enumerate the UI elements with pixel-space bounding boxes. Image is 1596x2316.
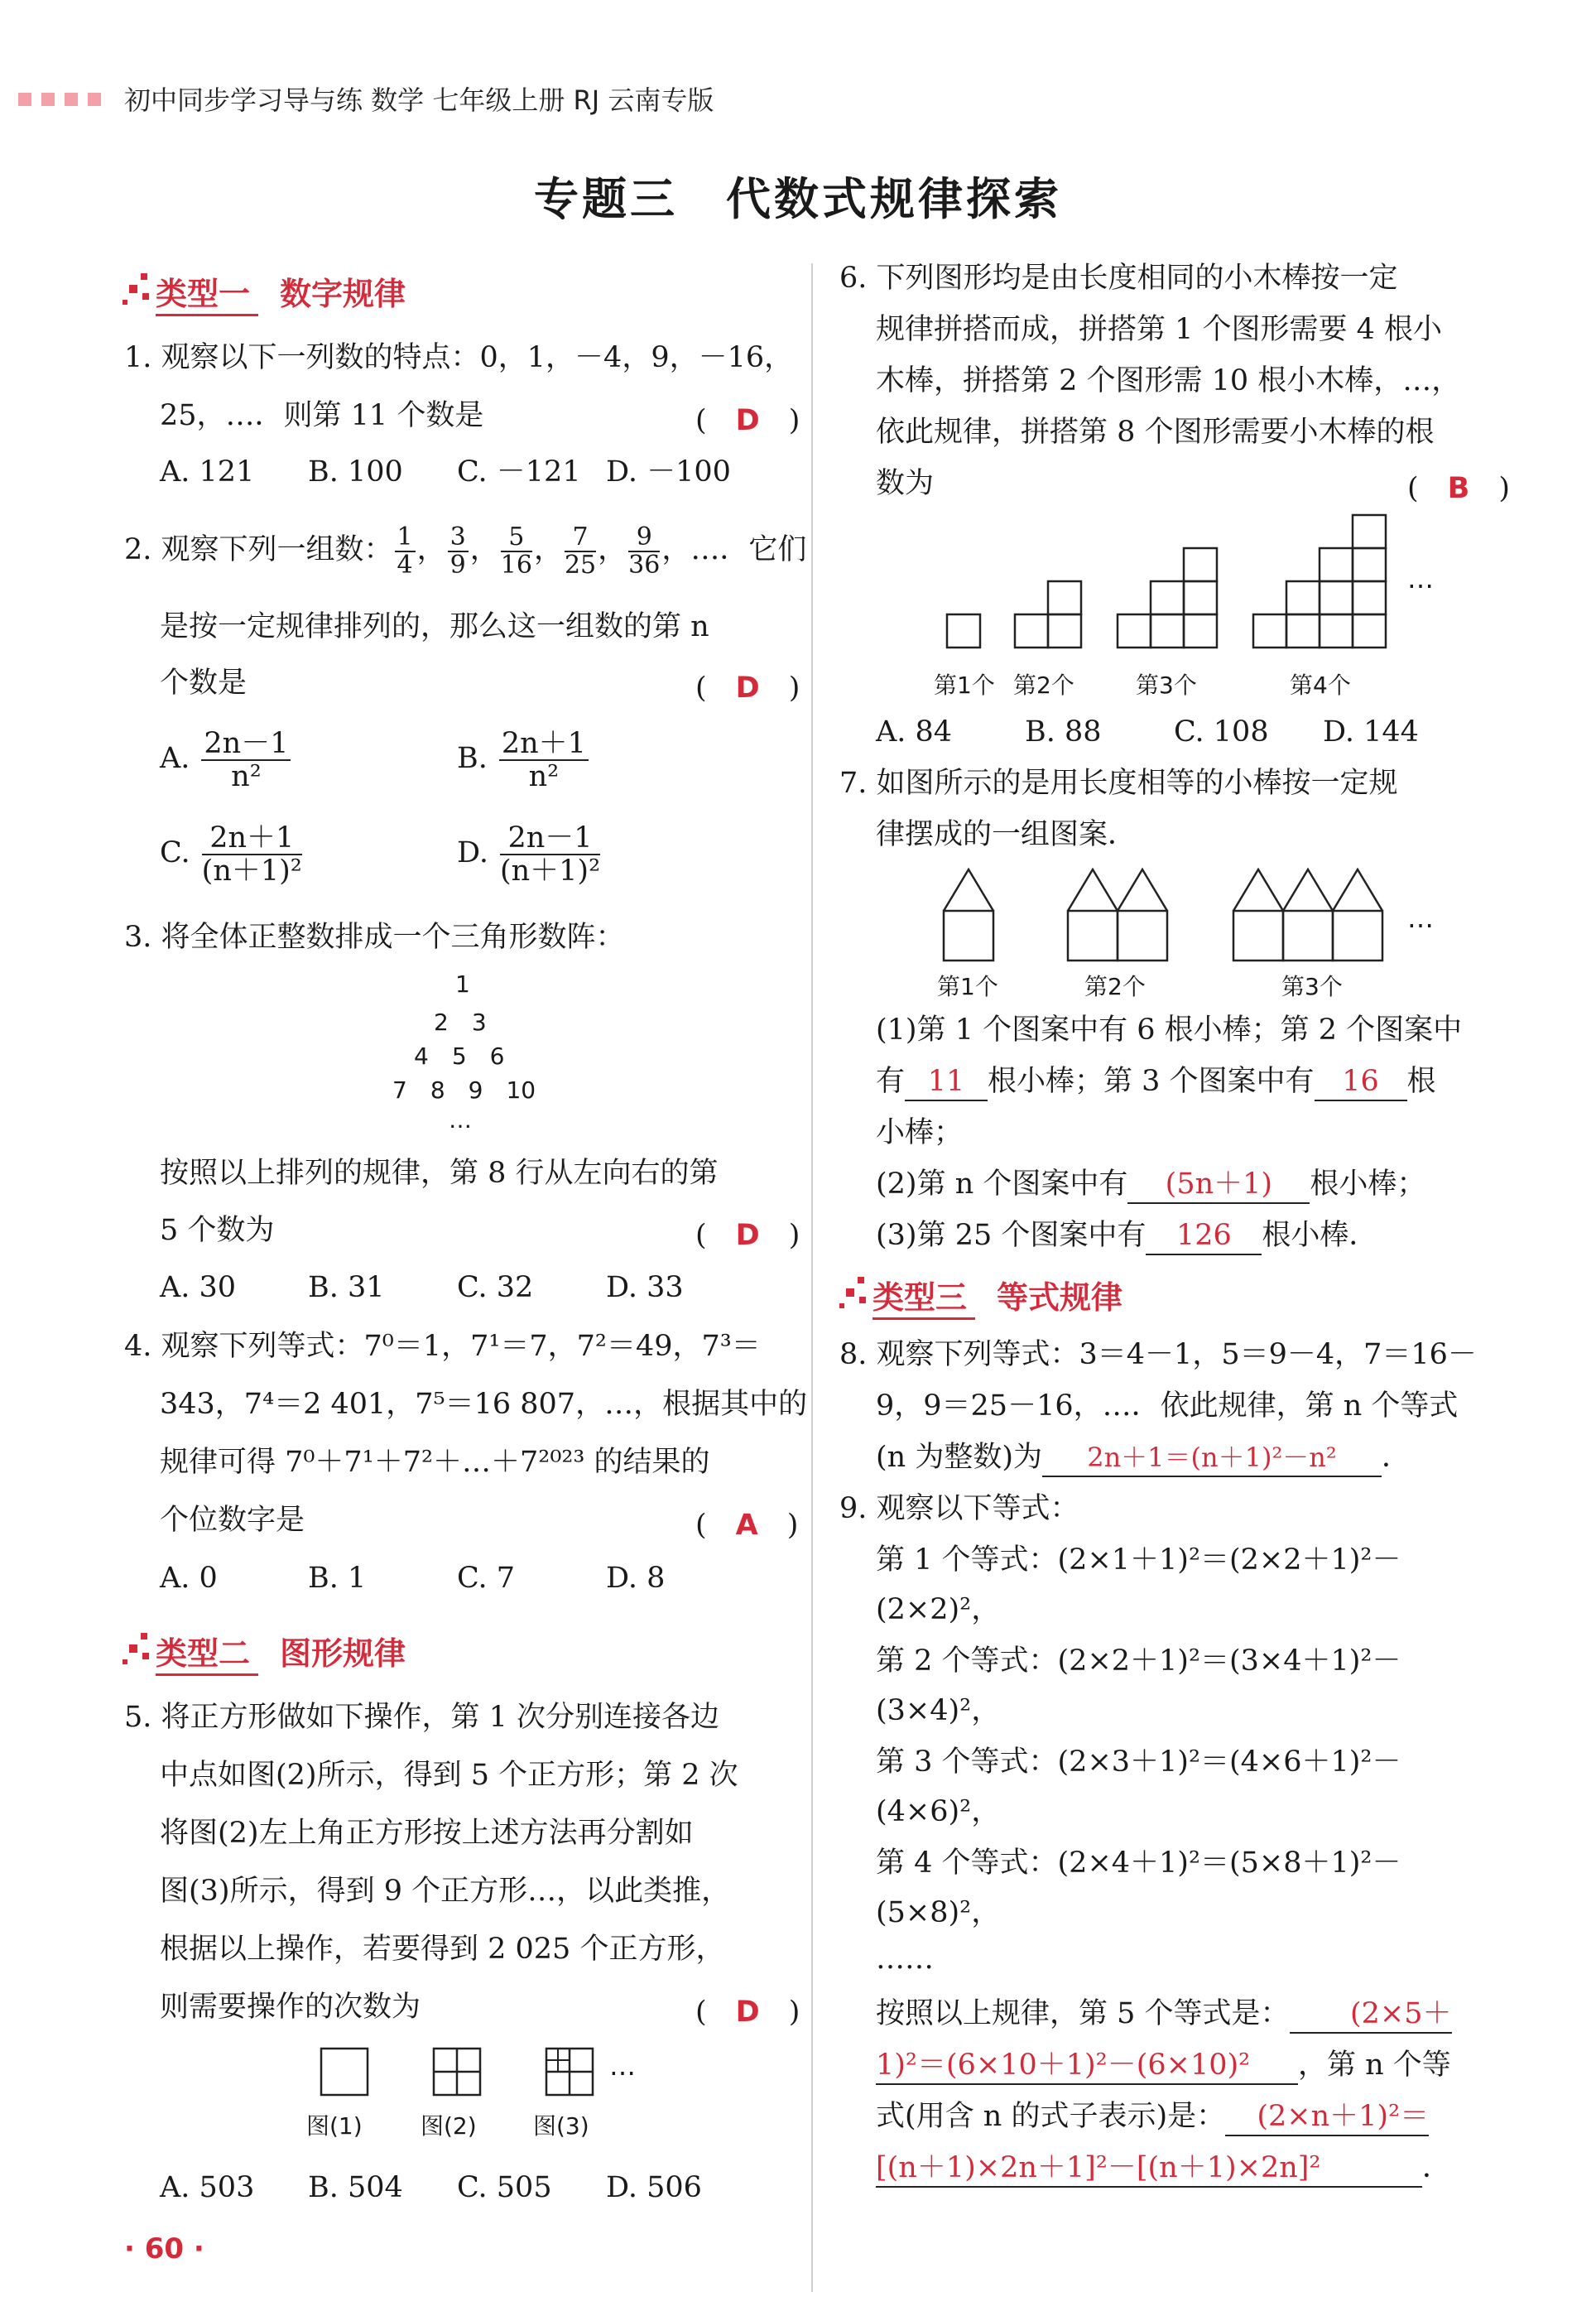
q3-opt-c: C. 32 <box>457 1271 534 1304</box>
q7-line1: 7. 如图所示的是用长度相等的小棒按一定规 <box>839 767 1398 800</box>
q4-answer-paren: ( A ) <box>695 1509 799 1542</box>
q9-eq1b: (2×2)²， <box>876 1593 1001 1626</box>
q5-line6: 则需要操作的次数为 <box>160 1991 421 2024</box>
q9-eq1a: 第 1 个等式：(2×1＋1)²＝(2×2＋1)²－ <box>876 1543 1401 1577</box>
q6-fig3-squares <box>1118 548 1217 648</box>
q3-opt-a: A. 30 <box>160 1271 237 1304</box>
q6-opt-a: A. 84 <box>876 715 953 749</box>
q1-answer-paren: ( D ) <box>695 404 800 437</box>
header-decor-square <box>41 93 55 106</box>
q1-line1: 1. 观察以下一列数的特点：0，1，－4，9，－16， <box>124 341 794 374</box>
page-number: · 60 · <box>124 2232 204 2265</box>
q7-p3: (3)第 25 个图案中有 126 根小棒． <box>876 1217 1377 1255</box>
q5-ellipsis: … <box>609 2050 636 2082</box>
q2-opt-c: C. $\frac{2n+1}{\text{(n＋1)²}}$ <box>160 821 302 888</box>
q2-frac: $\frac{3}{9}$ <box>448 524 469 579</box>
q6-opt-b: B. 88 <box>1025 715 1102 749</box>
q5-line1: 5. 将正方形做如下操作，第 1 次分别连接各边 <box>124 1701 720 1734</box>
running-header: 初中同步学习导与练 数学 七年级上册 RJ 云南专版 <box>124 84 714 116</box>
q9-eq3b: (4×6)²， <box>876 1795 1001 1828</box>
q6-line4: 依此规律，拼搭第 8 个图形需要小木棒的根 <box>876 416 1435 449</box>
q6-line5: 数为 <box>876 467 935 500</box>
q6-line1: 6. 下列图形均是由长度相同的小木棒按一定 <box>839 262 1398 295</box>
q7-fig3-label: 第3个 <box>1281 973 1343 1000</box>
q3-opt-d: D. 33 <box>606 1271 684 1304</box>
q2-line2: 是按一定规律排列的，那么这一组数的第 n <box>160 610 709 643</box>
q5-figures <box>315 2045 646 2103</box>
q3-tri-row: 2 3 <box>434 1009 487 1036</box>
q7-blank2: 16 <box>1315 1063 1407 1101</box>
q7-fig1-label: 第1个 <box>937 973 998 1000</box>
q2-frac: $\frac{1}{4}$ <box>395 524 416 579</box>
q9-dots: …… <box>876 1943 934 1976</box>
q6-answer-paren: ( B ) <box>1407 472 1510 505</box>
q9-blank1b: 1)²＝(6×10＋1)²－(6×10)² <box>876 2047 1298 2085</box>
q6-line3: 木棒，拼搭第 2 个图形需 10 根小木棒，…， <box>876 364 1461 397</box>
q3-line1: 3. 将全体正整数排成一个三角形数阵： <box>124 921 625 954</box>
q2-opt-a: A. $\frac{2n-1}{\text{n²}}$ <box>160 725 292 792</box>
q1-answer: D <box>735 404 760 437</box>
q2-opt-d: D. $\frac{2n-1}{\text{(n＋1)²}}$ <box>457 821 601 888</box>
q4-line2: 343，7⁴＝2 401，7⁵＝16 807，…，根据其中的 <box>160 1388 808 1421</box>
q7-figures <box>935 861 1399 969</box>
header-decor-square <box>18 93 31 106</box>
q7-line2: 律摆成的一组图案． <box>876 818 1137 851</box>
q4-opt-b: B. 1 <box>308 1562 367 1595</box>
section-dots-icon <box>123 1633 151 1666</box>
q6-opt-c: C. 108 <box>1174 715 1269 749</box>
q1-opt-b: B. 100 <box>308 455 403 489</box>
q9-blank1a: (2×5＋ <box>1290 1996 1452 2034</box>
q3-tri-row: … <box>449 1106 472 1134</box>
q4-line1: 4. 观察下列等式：7⁰＝1，7¹＝7，7²＝49，7³＝ <box>124 1330 761 1363</box>
page-title: 专题三 代数式规律探索 <box>534 173 1062 225</box>
q5-fig3-label: 图(3) <box>533 2112 589 2140</box>
q2-opt-b: B. $\frac{2n+1}{\text{n²}}$ <box>457 725 590 792</box>
q9-ans-line4: [(n＋1)×2n＋1]²－[(n＋1)×2n]² ． <box>876 2150 1451 2188</box>
q6-fig2-squares <box>1015 581 1081 648</box>
q6-answer: B <box>1447 472 1470 505</box>
q6-fig4-squares <box>1253 515 1386 648</box>
q8-line1: 8. 观察下列等式：3＝4－1，5＝9－4，7＝16－ <box>839 1338 1477 1371</box>
q7-fig1-house <box>944 869 993 961</box>
section-dots-icon <box>123 273 151 306</box>
q5-fig2-label: 图(2) <box>421 2112 477 2140</box>
q5-fig3-squares <box>546 2049 593 2095</box>
q1-opt-c: C. －121 <box>457 455 581 489</box>
q7-blank1: 11 <box>905 1063 988 1101</box>
q5-opt-a: A. 503 <box>160 2171 255 2204</box>
q6-fig3-label: 第3个 <box>1136 672 1197 699</box>
q7-ellipsis: … <box>1407 903 1434 934</box>
q1-opt-a: A. 121 <box>160 455 255 489</box>
q3-answer-paren: ( D ) <box>695 1219 800 1252</box>
q5-answer-paren: ( D ) <box>695 1996 800 2029</box>
q2-frac: $\frac{5}{16}$ <box>500 522 532 580</box>
q4-opt-a: A. 0 <box>160 1562 218 1595</box>
q5-line2: 中点如图(2)所示，得到 5 个正方形；第 2 次 <box>160 1759 738 1792</box>
q3-line2: 按照以上排列的规律，第 8 行从左向右的第 <box>160 1157 719 1190</box>
q3-line3: 5 个数为 <box>160 1214 275 1247</box>
q7-blank4: 126 <box>1146 1217 1262 1255</box>
q9-ans-line1: 按照以上规律，第 5 个等式是： (2×5＋ <box>876 1996 1452 2034</box>
q9-eq4a: 第 4 个等式：(2×4＋1)²＝(5×8＋1)²－ <box>876 1847 1401 1880</box>
q4-answer: A <box>735 1509 758 1542</box>
q6-line2: 规律拼搭而成，拼搭第 1 个图形需要 4 根小 <box>876 313 1443 346</box>
q6-opt-d: D. 144 <box>1323 715 1419 749</box>
q3-tri-row: 4 5 6 <box>414 1042 505 1070</box>
q3-opt-b: B. 31 <box>308 1271 385 1304</box>
q2-frac: $\frac{7}{25}$ <box>564 522 597 580</box>
q9-ans-line2: 1)²＝(6×10＋1)²－(6×10)² ，第 n 个等 <box>876 2047 1451 2085</box>
q5-fig2-squares <box>434 2049 480 2095</box>
q3-tri-row: 1 <box>455 970 470 998</box>
q6-fig4-label: 第4个 <box>1290 672 1351 699</box>
q4-line3: 规律可得 7⁰＋7¹＋7²＋…＋7²⁰²³ 的结果的 <box>160 1446 710 1479</box>
q5-answer: D <box>735 1996 760 2029</box>
q6-fig1-label: 第1个 <box>934 672 995 699</box>
q9-line1: 9. 观察以下等式： <box>839 1492 1079 1525</box>
column-divider <box>811 263 813 2292</box>
q7-blank3: (5n＋1) <box>1127 1166 1310 1204</box>
q9-blank2a: (2×n＋1)²＝ <box>1225 2098 1429 2136</box>
q2-answer-paren: ( D ) <box>695 672 800 705</box>
q8-line3: (n 为整数)为 2n＋1＝(n＋1)²－n² ． <box>876 1439 1411 1477</box>
q9-blank2b: [(n＋1)×2n＋1]²－[(n＋1)×2n]² <box>876 2150 1422 2188</box>
q4-opt-d: D. 8 <box>606 1562 666 1595</box>
section-heading-2: 类型二 图形规律 <box>156 1628 406 1676</box>
q9-ans-line3: 式(用含 n 的式子表示)是： (2×n＋1)²＝ <box>876 2098 1429 2136</box>
q5-opt-c: C. 505 <box>457 2171 552 2204</box>
header-decor-square <box>65 93 78 106</box>
header-decor-square <box>88 93 101 106</box>
q4-opt-c: C. 7 <box>457 1562 516 1595</box>
q5-line5: 根据以上操作，若要得到 2 025 个正方形， <box>160 1933 725 1966</box>
q5-opt-b: B. 504 <box>308 2171 403 2204</box>
q7-p1a: (1)第 1 个图案中有 6 根小棒；第 2 个图案中 <box>876 1014 1463 1047</box>
q5-line4: 图(3)所示，得到 9 个正方形…，以此类推， <box>160 1875 731 1908</box>
q9-eq2a: 第 2 个等式：(2×2＋1)²＝(3×4＋1)²－ <box>876 1644 1401 1678</box>
q6-figures <box>935 507 1416 656</box>
q7-fig2-label: 第2个 <box>1084 973 1146 1000</box>
q4-line4: 个位数字是 <box>160 1504 305 1537</box>
q2-frac: $\frac{9}{36}$ <box>628 522 661 580</box>
q2-line3: 个数是 <box>160 667 248 700</box>
q6-ellipsis: … <box>1407 563 1434 595</box>
q8-line2: 9，9＝25－16，…．依此规律，第 n 个等式 <box>876 1389 1459 1423</box>
q7-p2: (2)第 n 个图案中有 (5n＋1) 根小棒； <box>876 1166 1425 1204</box>
q5-line3: 将图(2)左上角正方形按上述方法再分割如 <box>160 1817 694 1850</box>
q5-opt-d: D. 506 <box>606 2171 702 2204</box>
q6-fig2-label: 第2个 <box>1013 672 1074 699</box>
q7-p1b: 有 11 根小棒；第 3 个图案中有 16 根 <box>876 1063 1436 1101</box>
q1-line2: 25，…．则第 11 个数是 <box>160 399 484 432</box>
q9-eq3a: 第 3 个等式：(2×3＋1)²＝(4×6＋1)²－ <box>876 1745 1401 1779</box>
q9-eq2b: (3×4)²， <box>876 1694 1001 1727</box>
q3-tri-row: 7 8 9 10 <box>392 1076 536 1104</box>
q7-fig2-houses <box>1068 869 1167 961</box>
q8-blank: 2n＋1＝(n＋1)²－n² <box>1042 1439 1382 1477</box>
q7-p1c: 小棒； <box>876 1116 964 1149</box>
section-heading-1: 类型一 数字规律 <box>156 268 406 316</box>
q7-fig3-houses <box>1233 869 1382 961</box>
q5-fig1-label: 图(1) <box>306 2112 363 2140</box>
q2-answer: D <box>735 672 760 705</box>
q9-eq4b: (5×8)²， <box>876 1896 1001 1929</box>
section-dots-icon <box>839 1277 868 1310</box>
section-heading-3: 类型三 等式规律 <box>873 1272 1122 1320</box>
q5-fig1-square <box>321 2049 368 2095</box>
q2-line1: 2. 观察下列一组数： $\frac{1}{4}$ ， $\frac{3}{9}$ ， $\frac{5}{16}$ ， $\frac{7}{25}$ ， $\frac{9}{36}$ ，…．它们 <box>124 522 807 580</box>
q3-answer: D <box>735 1219 760 1252</box>
q6-fig1-squares <box>947 614 980 648</box>
q1-opt-d: D. －100 <box>606 455 731 489</box>
